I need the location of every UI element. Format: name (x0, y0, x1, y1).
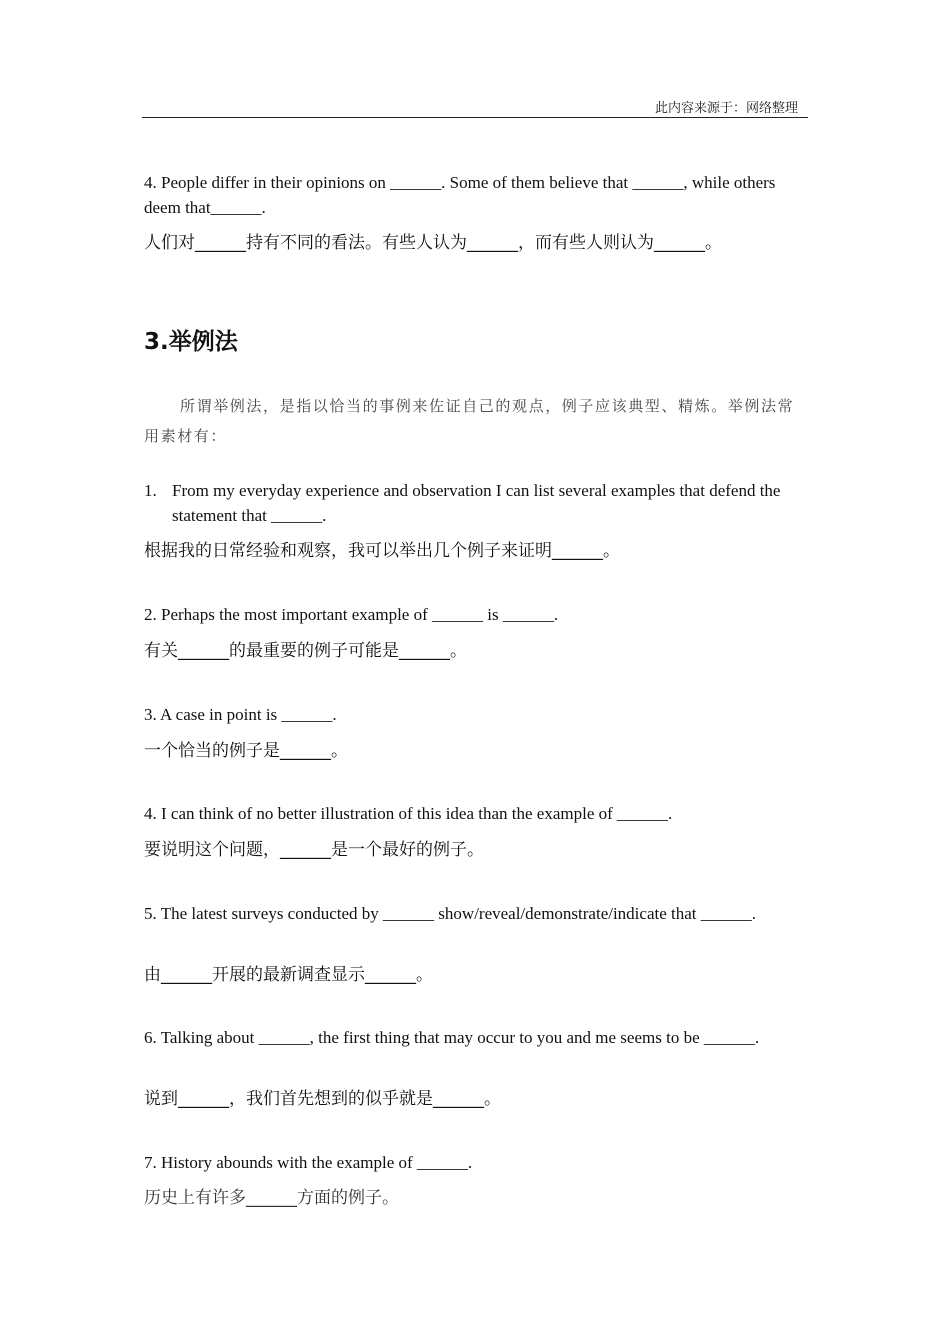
top-item-chinese: 人们对______持有不同的看法。有些人认为______，而有些人则认为______。 (144, 233, 722, 253)
item-4-chinese: 要说明这个问题，______是一个最好的例子。 (144, 840, 484, 860)
item-2-english: 2. Perhaps the most important example of ______ is ______. (144, 605, 559, 624)
section-intro: 所谓举例法，是指以恰当的事例来佐证自己的观点，例子应该典型、精炼。举例法常用素材有： (144, 397, 795, 445)
header-source-note: 此内容来源于：网络整理 (654, 101, 798, 116)
list-item-number: 1. (144, 481, 157, 500)
list-item-english: From my everyday experience and observation I can list several examples that defend the statement that ______. (172, 481, 781, 525)
item-4-english: 4. I can think of no better illustration of this idea than the example of ______. (144, 804, 673, 823)
list-item (144, 478, 808, 528)
top-item-english: 4. People differ in their opinions on ______. Some of them believe that ______, while others deem that______. (144, 173, 776, 217)
item-7-chinese: 历史上有许多______方面的例子。 (144, 1188, 399, 1208)
item-3-chinese: 一个恰当的例子是______。 (144, 741, 348, 761)
item-2-chinese: 有关______的最重要的例子可能是______。 (144, 641, 467, 661)
item-5-english: 5. The latest surveys conducted by ______ show/reveal/demonstrate/indicate that ______. (144, 904, 757, 923)
section-title: 3.举例法 (144, 329, 238, 355)
list-item-chinese: 根据我的日常经验和观察，我可以举出几个例子来证明______。 (144, 541, 620, 561)
item-5-chinese: 由______开展的最新调查显示______。 (144, 965, 433, 985)
item-3-english: 3. A case in point is ______. (144, 705, 337, 724)
item-6-chinese: 说到______，我们首先想到的似乎就是______。 (144, 1089, 501, 1109)
header-divider (142, 117, 808, 118)
item-6-english: 6. Talking about ______, the first thing that may occur to you and me seems to be ______. (144, 1028, 760, 1047)
item-7-english: 7. History abounds with the example of ______. (144, 1153, 473, 1172)
